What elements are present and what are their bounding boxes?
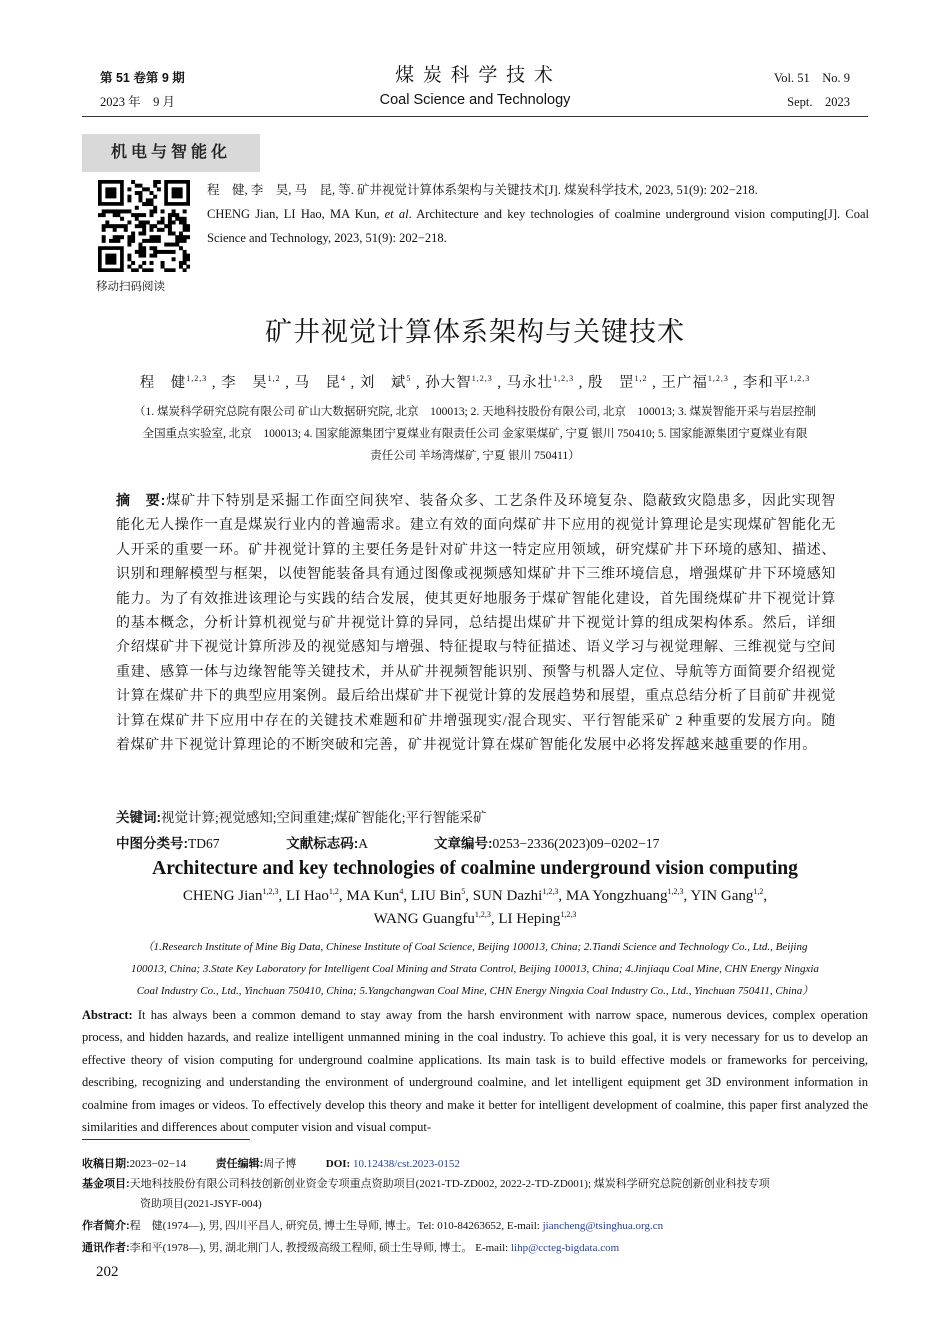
author-name: LIU Bin xyxy=(410,888,462,904)
author-label: 作者简介: xyxy=(82,1220,130,1232)
author-affiliation-mark: 1,2,3 xyxy=(553,374,575,384)
author-affiliation-mark: 1,2 xyxy=(267,374,281,384)
author-name: 马永壮 xyxy=(506,375,554,391)
abstract-en-label: Abstract: xyxy=(82,1008,133,1022)
keywords-label: 关键词: xyxy=(116,810,161,825)
received-date: 2023−02−14 xyxy=(129,1158,187,1170)
journal-title-zh: 煤 炭 科 学 技 术 xyxy=(395,65,555,86)
author-name: 刘 斌 xyxy=(359,375,407,391)
abstract-en xyxy=(82,1004,868,1138)
page-title-zh: 矿井视觉计算体系架构与关键技术 xyxy=(265,317,685,347)
section-tag: 机电与智能化 xyxy=(82,134,260,172)
clc-value: TD67 xyxy=(188,836,220,851)
qr-caption: 移动扫码阅读 xyxy=(96,281,165,293)
author-affiliation-mark: 1,2,3 xyxy=(542,887,559,896)
corresponding-email-link[interactable]: lihp@ccteg-bigdata.com xyxy=(511,1242,620,1254)
author-affiliation-mark: 5 xyxy=(406,374,412,384)
article-number-label: 文章编号: xyxy=(434,836,493,851)
journal-title-en: Coal Science and Technology xyxy=(379,92,571,108)
page-number: 202 xyxy=(96,1264,119,1280)
authors-en-line-1: CHENG Jian$^{1,2,3}$, LI Hao$^{1,2}$, MA Kun$^4$, LIU Bin$^5$, SUN Dazhi$^{1,2,3}$, MA Yongzhuang$^{1,2,3}$, YIN Gang$^{1,2}$, xyxy=(182,887,768,904)
qr-code xyxy=(98,180,190,272)
keywords-text: 视觉计算;视觉感知;空间重建;煤矿智能化;平行智能采矿 xyxy=(161,810,487,825)
author-name: 李和平 xyxy=(742,375,790,391)
author-email-link[interactable]: jiancheng@tsinghua.org.cn xyxy=(542,1220,664,1232)
affiliation-zh-2: 全国重点实验室, 北京 100013; 4. 国家能源集团宁夏煤业有限责任公司 金家渠煤矿, 宁夏 银川 750410; 5. 国家能源集团宁夏煤业有限 xyxy=(142,428,808,440)
doc-code-label: 文献标志码: xyxy=(286,836,359,851)
doi-link[interactable]: 10.12438/cst.2023-0152 xyxy=(352,1158,460,1170)
authors-en-line-2: WANG Guangfu$^{1,2,3}$, LI Heping$^{1,2,3}$ xyxy=(373,910,577,927)
fund-label: 基金项目: xyxy=(82,1178,130,1190)
author-name: 程 健 xyxy=(139,375,187,391)
header-rule xyxy=(82,116,868,117)
abstract-zh-text: 煤矿井下特别是采掘工作面空间狭窄、装备众多、工艺条件及环境复杂、隐蔽致灾隐患多，因此实现智能化无人操作一直是煤炭行业内的普遍需求。建立有效的面向煤矿井下应用的视觉计算理论是实现煤矿智能化无人开采的重要一环。矿井视觉计算的主要任务是针对矿井这一特定应用领域，研究煤矿井下环境的感知、描述、识别和理解模型与框架，以使智能装备具有通过图像或视频感知煤矿井下三维环境信息，增强煤矿井下环境感知能力。为了有效推进该理论与实践的结合发展，使其更好地服务于煤矿智能化建设，首先围绕煤矿井下视觉计算的基本概念，分析计算机视觉与矿井视觉计算的异同，总结提出煤矿井下视觉计算的组成架构体系。然后，详细介绍煤矿井下视觉计算所涉及的视觉感知与增强、特征提取与特征描述、语义学习与视觉理解、三维视觉与空间重建、感算一体与边缘智能等关键技术，并从矿井视频智能识别、预警与机器人定位、导航等方面简要介绍视觉计算在煤矿井下的典型应用案例。最后给出煤矿井下视觉计算的发展趋势和展望，重点总结分析了目前矿井视觉计算在煤矿井下应用中存在的关键技术难题和矿井增强现实/混合现实、平行智能采矿 2 种重要的发展方向。随着煤矿井下视觉计算理论的不断突破和完善，矿井视觉计算在煤矿智能化发展中必将发挥越来越重要的作用。 xyxy=(116,494,837,754)
corresponding-label: 通讯作者: xyxy=(82,1242,130,1254)
author-name: CHENG Jian xyxy=(182,888,263,904)
author-affiliation-mark: 4 xyxy=(341,374,346,384)
author-name: LI Heping xyxy=(498,911,561,927)
author-text: 程 健(1974—), 男, 四川平昌人, 研究员, 博士生导师, 博士。Tel: 010-84263652, E-mail: xyxy=(129,1220,543,1232)
author-affiliation-mark: 1,2 xyxy=(753,887,764,896)
author-affiliation-mark: 1,2,3 xyxy=(262,887,279,896)
footnote-rule xyxy=(82,1139,250,1140)
author-name: 孙大智 xyxy=(425,375,472,391)
citation-en xyxy=(207,202,869,250)
date-zh: 2023 年 9 月 xyxy=(100,95,176,109)
volume-en: Vol. 51 No. 9 xyxy=(773,71,850,85)
abstract-zh-label: 摘 要: xyxy=(116,492,166,508)
author-name: MA Yongzhuang xyxy=(565,888,668,904)
abstract-en-text: It has always been a common demand to stay away from the harsh environment with narrow space, numerous devices, complex operation process, and hidden hazards, and realize intelligent unmanned mining in the coal industry. To achieve this goal, it is very necessary for us to develop an effective theory of vision computing for underground coalmine applications. Its main task is to build effective models or frameworks for perceiving, describing, recognizing and understanding the environment of underground coalmine, and let intelligent equipment get 3D environment information in coalmine from images or videos. To effectively develop this theory and make it better for intelligent development of coalmine, this paper first analyzed the similarities and differences about computer vision and visual comput- xyxy=(82,1008,868,1135)
authors-zh: 程 健$^{1,2,3}$ , 李 昊$^{1,2}$ , 马 昆$^4$ , 刘 斌$^5$ , 孙大智$^{1,2,3}$ , 马永壮$^{1,2,3}$ , 殷 罡$^{1,2}$ , 王广福$^{1,2,3}$ , 李和平$^{1,2,3}$ xyxy=(139,374,811,391)
author-name: YIN Gang xyxy=(690,888,754,904)
author-name: SUN Dazhi xyxy=(472,888,543,904)
editor-name: 周子博 xyxy=(263,1158,297,1170)
corresponding-text: 李和平(1978—), 男, 湖北荆门人, 教授级高级工程师, 硕士生导师, 博士。 E-mail: xyxy=(129,1242,511,1254)
author-affiliation-mark: 1,2,3 xyxy=(560,910,577,919)
author-affiliation-mark: 1,2,3 xyxy=(186,374,208,384)
affiliation-en-2: 100013, China; 3.State Key Laboratory for Intelligent Coal Mining and Strata Control, Beijing 100013, China; 4.Jinjiaqu Coal Mine, CHN Energy Ningxia xyxy=(131,963,819,975)
keywords-zh xyxy=(116,806,487,826)
author-affiliation-mark: 1,2,3 xyxy=(474,910,491,919)
author-affiliation-mark: 1,2,3 xyxy=(789,374,811,384)
author-affiliation-mark: 1,2 xyxy=(328,887,339,896)
author-name: 殷 罡 xyxy=(588,375,635,391)
footnote-received xyxy=(82,1154,868,1174)
citation-en-etal: et al xyxy=(384,207,409,221)
volume-zh: 第 51 卷第 9 期 xyxy=(100,71,185,85)
author-affiliation-mark: 1,2 xyxy=(634,374,648,384)
author-name: WANG Guangfu xyxy=(373,911,475,927)
abstract-zh xyxy=(116,488,836,758)
article-number-value: 0253−2336(2023)09−0202−17 xyxy=(492,836,660,851)
author-affiliation-mark: 1,2,3 xyxy=(707,374,729,384)
author-affiliation-mark: 1,2,3 xyxy=(667,887,684,896)
classification-line xyxy=(116,832,836,852)
citation-en-post: . Architecture and key technologies of coalmine underground vision computing[J]. Coal Science and Technology, 2023, 51(9): 202−218. xyxy=(207,207,869,245)
fund-text-1: 天地科技股份有限公司科技创新创业资金专项重点资助项目(2021-TD-ZD002, 2022-2-TD-ZD001); 煤炭科学研究总院创新创业科技专项 xyxy=(129,1178,770,1190)
affiliation-zh-3: 责任公司 羊场湾煤矿, 宁夏 银川 750411） xyxy=(370,450,580,462)
received-label: 收稿日期: xyxy=(82,1158,130,1170)
author-name: LI Hao xyxy=(285,888,329,904)
author-name: 马 昆 xyxy=(294,375,341,391)
affiliation-en-1: （1.Research Institute of Mine Big Data, Chinese Institute of Coal Science, Beijing 100013, China; 2.Tiandi Science and Technology Co., Ltd., Beijing xyxy=(142,941,808,953)
doi-label: DOI: xyxy=(325,1158,351,1170)
doc-code-value: A xyxy=(358,836,368,851)
clc-label: 中图分类号: xyxy=(116,836,188,851)
footnote-fund xyxy=(82,1174,868,1194)
page-title-en: Architecture and key technologies of coalmine underground vision computing xyxy=(152,858,798,879)
qr-code-icon xyxy=(98,180,190,272)
affiliation-zh-1: （1. 煤炭科学研究总院有限公司 矿山大数据研究院, 北京 100013; 2. 天地科技股份有限公司, 北京 100013; 3. 煤炭智能开采与岩层控制 xyxy=(133,406,816,418)
author-name: 李 昊 xyxy=(221,375,268,391)
footnote-author xyxy=(82,1216,868,1236)
author-affiliation-mark: 5 xyxy=(461,887,466,896)
citation-en-pre: CHENG Jian, LI Hao, MA Kun, xyxy=(207,207,385,221)
footnote-fund-cont: 资助项目(2021-JSYF-004) xyxy=(140,1198,262,1210)
affiliation-en-3: Coal Industry Co., Ltd., Yinchuan 750410, China; 5.Yangchangwan Coal Mine, CHN Energy Ningxia Coal Industry Co., Ltd., Yinchuan 750411, China） xyxy=(136,985,814,997)
author-affiliation-mark: 4 xyxy=(399,887,404,896)
author-name: 王广福 xyxy=(661,375,708,391)
footnote-corresponding xyxy=(82,1238,868,1258)
editor-label: 责任编辑: xyxy=(215,1158,264,1170)
author-affiliation-mark: 1,2,3 xyxy=(471,374,493,384)
date-en: Sept. 2023 xyxy=(787,95,850,109)
citation-zh: 程 健, 李 昊, 马 昆, 等. 矿井视觉计算体系架构与关键技术[J]. 煤炭科学技术, 2023, 51(9): 202−218. xyxy=(207,183,758,197)
author-name: MA Kun xyxy=(346,888,400,904)
